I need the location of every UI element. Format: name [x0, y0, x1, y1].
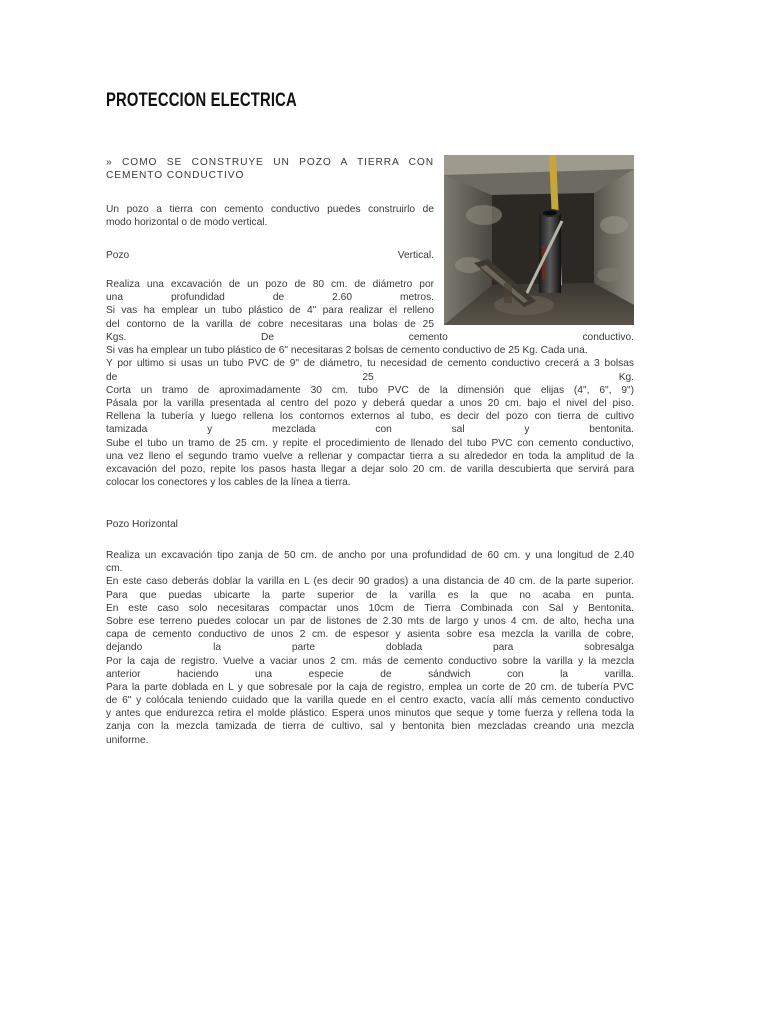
- vertical-line: de 25 Kg.: [106, 371, 634, 383]
- horizontal-line: de 6" y colócala teniendo cuidado que la varilla quede en el centro exacto, vacía allí más cemento conductivo: [106, 695, 634, 707]
- vertical-line: Realiza una excavación de un pozo de 80 cm. de diámetro por: [106, 279, 434, 290]
- vertical-line: tamizada y mezclada con sal y bentonita.: [106, 424, 634, 436]
- horizontal-line: cm.: [106, 563, 123, 575]
- vertical-line: excavación del pozo, repite los pasos hasta llegar a dejar solo 20 cm. de varilla descubierta que servirá para: [106, 463, 634, 475]
- horizontal-line: anterior haciendo una especie de sándwich con la varilla.: [106, 668, 634, 680]
- horizontal-paragraph: [106, 549, 634, 747]
- vertical-paragraph-wide: [106, 331, 634, 489]
- ground-pit-photo: [444, 155, 634, 325]
- pozo-horizontal-heading: [106, 518, 434, 531]
- horizontal-line: capa de cemento conductivo de unos 2 cm. de espesor y asienta sobre esa mezcla la varilla de cobre,: [106, 629, 634, 641]
- vertical-line: Rellena la tubería y luego rellena los contornos externos al tubo, es decir del pozo con tierra de cultivo: [106, 411, 634, 423]
- horizontal-line: uniforme.: [106, 734, 149, 746]
- vertical-line: colocar los conectores y los cables de la línea a tierra.: [106, 477, 351, 489]
- horizontal-line: Por la caja de registro. Vuelve a vaciar unos 2 cm. más de cemento conductivo sobre la varilla y la mezcla: [106, 655, 634, 667]
- intro-heading: [106, 156, 434, 182]
- vertical-line: Si vas ha emplear un tubo plástico de 4" para realizar el relleno: [106, 305, 434, 317]
- vertical-line: Corta un tramo de aproximadamente 30 cm. tubo PVC de la dimensión que elijas (4", 6", 9"): [106, 384, 634, 396]
- horizontal-line: Sobre ese terreno puedes colocar un par de listones de 2.30 mts de largo y unos 4 cm. de alto, hecha una: [106, 615, 634, 627]
- pozo-vertical-heading: [106, 249, 434, 262]
- vertical-line: del contorno de la varilla de cobre necesitaras una bolas de 25: [106, 318, 434, 330]
- horizontal-line: En este caso deberás doblar la varilla en L (es decir 90 grados) a una distancia de 40 cm. de la parte superior.: [106, 576, 634, 588]
- vertical-line: Sube el tubo un tramo de 25 cm. y repite el procedimiento de llenado del tubo PVC con cemento conductivo,: [106, 437, 634, 449]
- vertical-line: una vez lleno el segundo tramo vuelve a rellenar y compactar tierra a su alrededor en toda la amplitud de la: [106, 450, 634, 462]
- horizontal-line: zanja con la mezcla tamizada de tierra de cultivo, sal y bentonita bien mezcladas creando una mezcla: [106, 721, 634, 733]
- horizontal-line: y antes que endurezca retira el molde plástico. Espera unos minutos que seque y tome fuerza y rellena toda la: [106, 708, 634, 720]
- intro-paragraph: [106, 203, 434, 229]
- ground-pit-illustration: [444, 155, 634, 325]
- vertical-line: Si vas ha emplear un tubo plástico de 6" necesitaras 2 bolsas de cemento conductivo de 25 Kg. Cada una.: [106, 345, 588, 357]
- intro-paragraph-line: Un pozo a tierra con cemento conductivo puedes construirlo de: [106, 204, 434, 215]
- horizontal-line: dejando la parte doblada para sobresalga: [106, 642, 634, 654]
- horizontal-line: Realiza un excavación tipo zanja de 50 cm. de ancho por una profundidad de 60 cm. y una longitud de 2.40: [106, 550, 634, 561]
- pozo-horizontal-label: Pozo Horizontal: [106, 519, 178, 530]
- vertical-line: Y por ultimo si usas un tubo PVC de 9" de diámetro, tu necesidad de cemento conductivo crecerá a 3 bolsas: [106, 358, 634, 370]
- vertical-line: una profundidad de 2.60 metros.: [106, 292, 434, 304]
- pozo-vertical-label-left: Pozo: [106, 250, 130, 261]
- horizontal-line: Para la parte doblada en L y que sobresale por la caja de registro, emplea un corte de 20 cm. de tubería PVC: [106, 681, 634, 693]
- intro-heading-line: CEMENTO CONDUCTIVO: [106, 170, 245, 182]
- vertical-line: Kgs. De cemento conductivo.: [106, 332, 634, 343]
- vertical-paragraph-narrow: [106, 278, 434, 331]
- horizontal-line: Para que puedas ubicarte la parte superior de la varilla es la que no acaba en punta.: [106, 589, 634, 601]
- pozo-vertical-label-right: Vertical.: [397, 250, 434, 261]
- intro-heading-line: » COMO SE CONSTRUYE UN POZO A TIERRA CON: [106, 157, 434, 168]
- intro-paragraph-line: modo horizontal o de modo vertical.: [106, 217, 268, 229]
- vertical-line: Pásala por la varilla presentada al centro del pozo y deberá quedar a unos 20 cm. bajo el nivel del piso.: [106, 397, 634, 409]
- page-title: PROTECCION ELECTRICA: [106, 90, 297, 111]
- horizontal-line: En este caso solo necesitaras compactar unos 10cm de Tierra Combinada con Sal y Bentonita.: [106, 602, 634, 614]
